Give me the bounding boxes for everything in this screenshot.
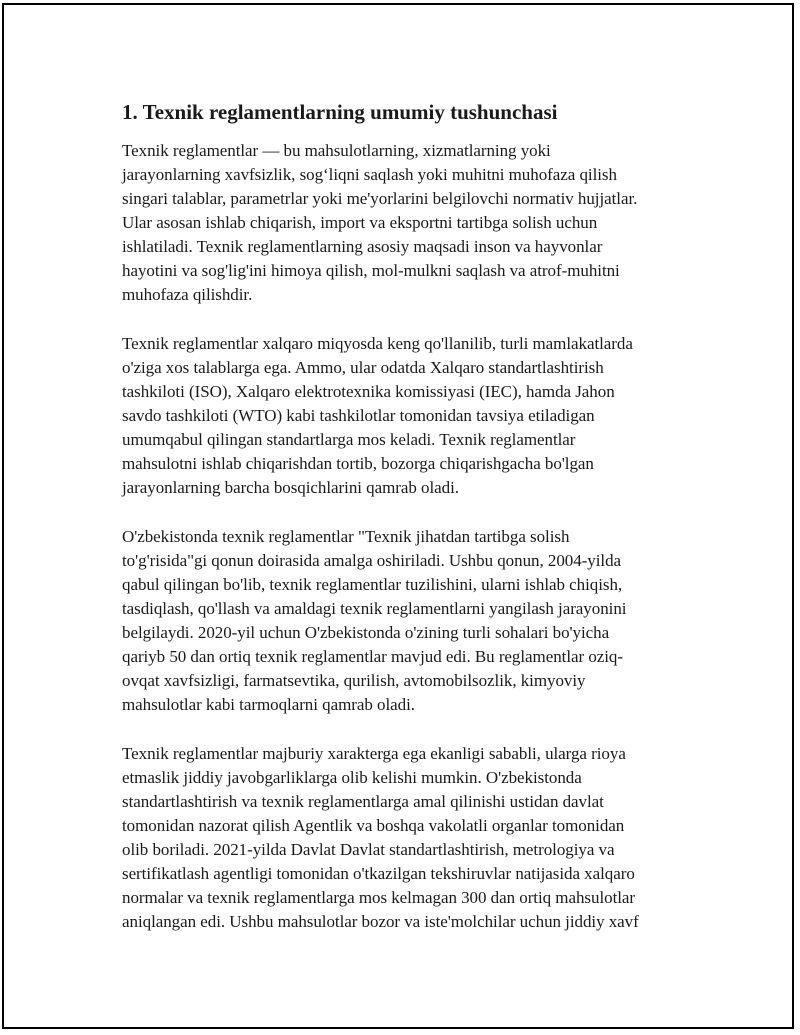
page-frame bbox=[2, 3, 794, 1029]
text-line: standartlashtirish va texnik reglamentlarga amal qilinishi ustidan davlat bbox=[122, 792, 604, 811]
text-line: singari talablar, parametrlar yoki me'yorlarini belgilovchi normativ hujjatlar. bbox=[122, 189, 638, 208]
text-line: aniqlangan edi. Ushbu mahsulotlar bozor va iste'molchilar uchun jiddiy xavf bbox=[122, 912, 639, 931]
text-line: belgilaydi. 2020-yil uchun O'zbekistonda o'zining turli sohalari bo'yicha bbox=[122, 623, 610, 642]
text-line: Texnik reglamentlar xalqaro miqyosda keng qo'llanilib, turli mamlakatlarda bbox=[122, 334, 633, 353]
text-line: normalar va texnik reglamentlarga mos kelmagan 300 dan ortiq mahsulotlar bbox=[122, 888, 636, 907]
text-line: Ular asosan ishlab chiqarish, import va eksportni tartibga solish uchun bbox=[122, 213, 598, 232]
paragraph-2 bbox=[122, 332, 694, 500]
text-line: Texnik reglamentlar majburiy xarakterga ega ekanligi sababli, ularga rioya bbox=[122, 744, 626, 763]
section-heading: 1. Texnik reglamentlarning umumiy tushunchasi bbox=[122, 100, 558, 124]
text-line: tashkiloti (ISO), Xalqaro elektrotexnika komissiyasi (IEC), hamda Jahon bbox=[122, 382, 615, 401]
text-line: mahsulotlar kabi tarmoqlarni qamrab oladi. bbox=[122, 695, 415, 714]
paragraph-3 bbox=[122, 525, 694, 717]
text-line: mahsulotni ishlab chiqarishdan tortib, bozorga chiqarishgacha bo'lgan bbox=[122, 454, 594, 473]
text-line: qariyb 50 dan ortiq texnik reglamentlar mavjud edi. Bu reglamentlar oziq- bbox=[122, 647, 623, 666]
text-line: etmaslik jiddiy javobgarliklarga olib kelishi mumkin. O'zbekistonda bbox=[122, 768, 582, 787]
text-line: muhofaza qilishdir. bbox=[122, 285, 253, 304]
text-line: savdo tashkiloti (WTO) kabi tashkilotlar tomonidan tavsiya etiladigan bbox=[122, 406, 595, 425]
text-line: ovqat xavfsizligi, farmatsevtika, qurilish, avtomobilsozlik, kimyoviy bbox=[122, 671, 586, 690]
text-line: o'ziga xos talablarga ega. Ammo, ular odatda Xalqaro standartlashtirish bbox=[122, 358, 604, 377]
text-line: to'g'risida"gi qonun doirasida amalga oshiriladi. Ushbu qonun, 2004-yilda bbox=[122, 551, 622, 570]
text-line: tasdiqlash, qo'llash va amaldagi texnik reglamentlarni yangilash jarayonini bbox=[122, 599, 627, 618]
paragraph-4 bbox=[122, 742, 694, 934]
text-line: sertifikatlash agentligi tomonidan o'tkazilgan tekshiruvlar natijasida xalqaro bbox=[122, 864, 635, 883]
text-line: umumqabul qilingan standartlarga mos keladi. Texnik reglamentlar bbox=[122, 430, 576, 449]
document-body bbox=[122, 99, 694, 959]
text-line: O'zbekistonda texnik reglamentlar "Texnik jihatdan tartibga solish bbox=[122, 527, 570, 546]
text-line: jarayonlarning barcha bosqichlarini qamrab oladi. bbox=[122, 478, 459, 497]
text-line: jarayonlarning xavfsizlik, sogʻliqni saqlash yoki muhitni muhofaza qilish bbox=[122, 165, 617, 184]
text-line: hayotini va sog'lig'ini himoya qilish, mol-mulkni saqlash va atrof-muhitni bbox=[122, 261, 620, 280]
text-line: tomonidan nazorat qilish Agentlik va boshqa vakolatli organlar tomonidan bbox=[122, 816, 625, 835]
paragraph-1 bbox=[122, 139, 694, 307]
text-line: ishlatiladi. Texnik reglamentlarning asosiy maqsadi inson va hayvonlar bbox=[122, 237, 603, 256]
text-line: qabul qilingan bo'lib, texnik reglamentlar tuzilishini, ularni ishlab chiqish, bbox=[122, 575, 623, 594]
text-line: olib boriladi. 2021-yilda Davlat Davlat standartlashtirish, metrologiya va bbox=[122, 840, 615, 859]
text-line: Texnik reglamentlar — bu mahsulotlarning, xizmatlarning yoki bbox=[122, 141, 551, 160]
